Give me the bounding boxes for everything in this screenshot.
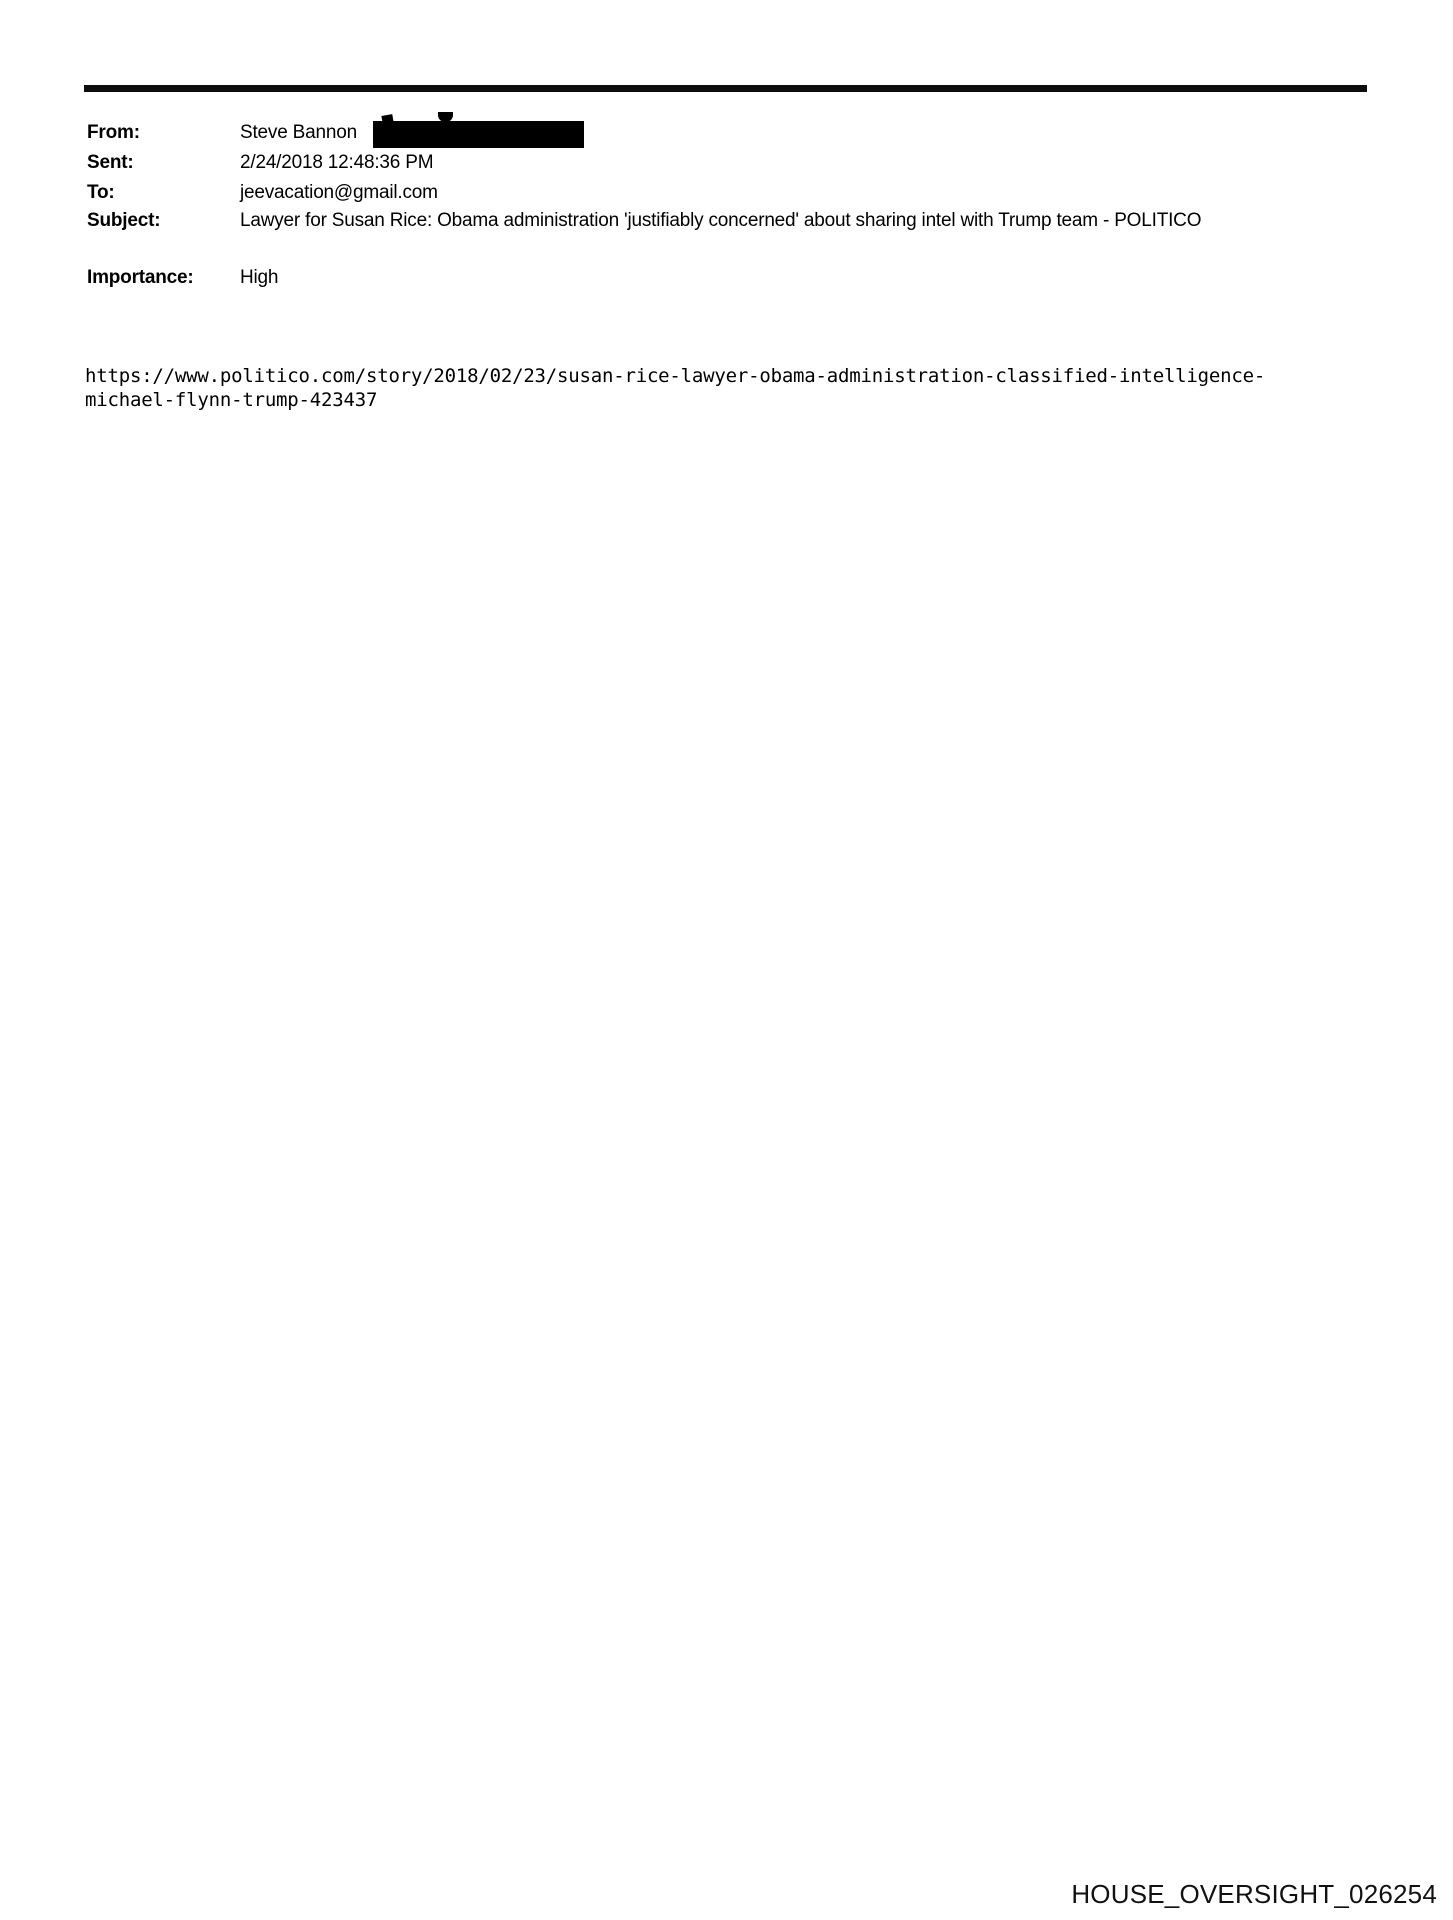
subject-row: [87, 209, 1201, 233]
from-value: Steve Bannon: [240, 122, 357, 143]
sent-label: Sent:: [87, 152, 134, 173]
importance-value: High: [240, 267, 279, 288]
to-value: jeevacation@gmail.com: [240, 182, 438, 203]
sent-row: [87, 151, 433, 175]
article-url-line-2: michael-flynn-trump-423437: [85, 389, 378, 411]
from-row: [87, 121, 357, 145]
to-label: To:: [87, 182, 115, 203]
subject-value: Lawyer for Susan Rice: Obama administration 'justifiably concerned' about sharing intel with Trump team - POLITICO: [240, 210, 1202, 231]
article-url-line-1: https://www.politico.com/story/2018/02/23/susan-rice-lawyer-obama-administration-classified-intelligence-: [85, 365, 1266, 387]
bates-number: HOUSE_OVERSIGHT_026254: [1071, 1879, 1437, 1909]
article-url: [85, 364, 1265, 412]
importance-row: [87, 266, 278, 290]
importance-label: Importance:: [87, 267, 194, 288]
subject-label: Subject:: [87, 210, 161, 231]
redaction-bar: [373, 121, 584, 148]
header-divider-rule: [84, 85, 1367, 92]
from-label: From:: [87, 122, 140, 143]
sent-value: 2/24/2018 12:48:36 PM: [240, 152, 434, 173]
to-row: [87, 181, 438, 205]
